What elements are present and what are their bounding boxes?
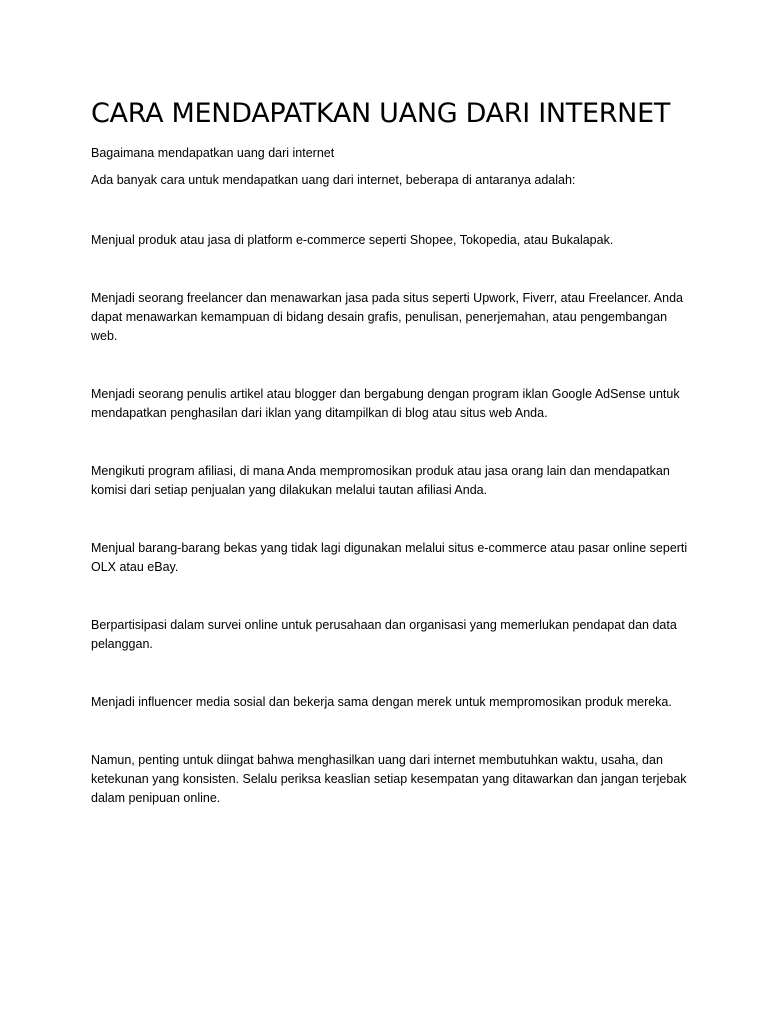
document-subtitle: Bagaimana mendapatkan uang dari internet	[91, 146, 335, 160]
paragraph-conclusion: Namun, penting untuk diingat bahwa menghasilkan uang dari internet membutuhkan waktu, usaha, dan ketekunan yang konsisten. Selalu periksa keaslian setiap kesempatan yang ditawarkan dan jangan terjebak dalam penipuan online.	[91, 753, 687, 805]
paragraph-freelancer: Menjadi seorang freelancer dan menawarkan jasa pada situs seperti Upwork, Fiverr, atau Freelancer. Anda dapat menawarkan kemampuan di bidang desain grafis, penulisan, penerjemahan, atau pengembangan web.	[91, 291, 683, 343]
document-title: CARA MENDAPATKAN UANG DARI INTERNET	[91, 98, 671, 129]
paragraph-affiliate: Mengikuti program afiliasi, di mana Anda mempromosikan produk atau jasa orang lain dan mendapatkan komisi dari setiap penjualan yang dilakukan melalui tautan afiliasi Anda.	[91, 464, 670, 497]
document-intro: Ada banyak cara untuk mendapatkan uang dari internet, beberapa di antaranya adalah:	[91, 173, 576, 187]
paragraph-surveys: Berpartisipasi dalam survei online untuk perusahaan dan organisasi yang memerlukan pendapat dan data pelanggan.	[91, 618, 677, 651]
document-content	[91, 96, 691, 808]
paragraph-used-goods: Menjual barang-barang bekas yang tidak lagi digunakan melalui situs e-commerce atau pasar online seperti OLX atau eBay.	[91, 541, 688, 574]
paragraph-influencer: Menjadi influencer media sosial dan bekerja sama dengan merek untuk mempromosikan produk mereka.	[91, 695, 672, 709]
paragraph-ecommerce: Menjual produk atau jasa di platform e-commerce seperti Shopee, Tokopedia, atau Bukalapak.	[91, 233, 614, 247]
paragraph-blogger: Menjadi seorang penulis artikel atau blogger dan bergabung dengan program iklan Google AdSense untuk mendapatkan penghasilan dari iklan yang ditampilkan di blog atau situs web Anda.	[91, 387, 680, 420]
